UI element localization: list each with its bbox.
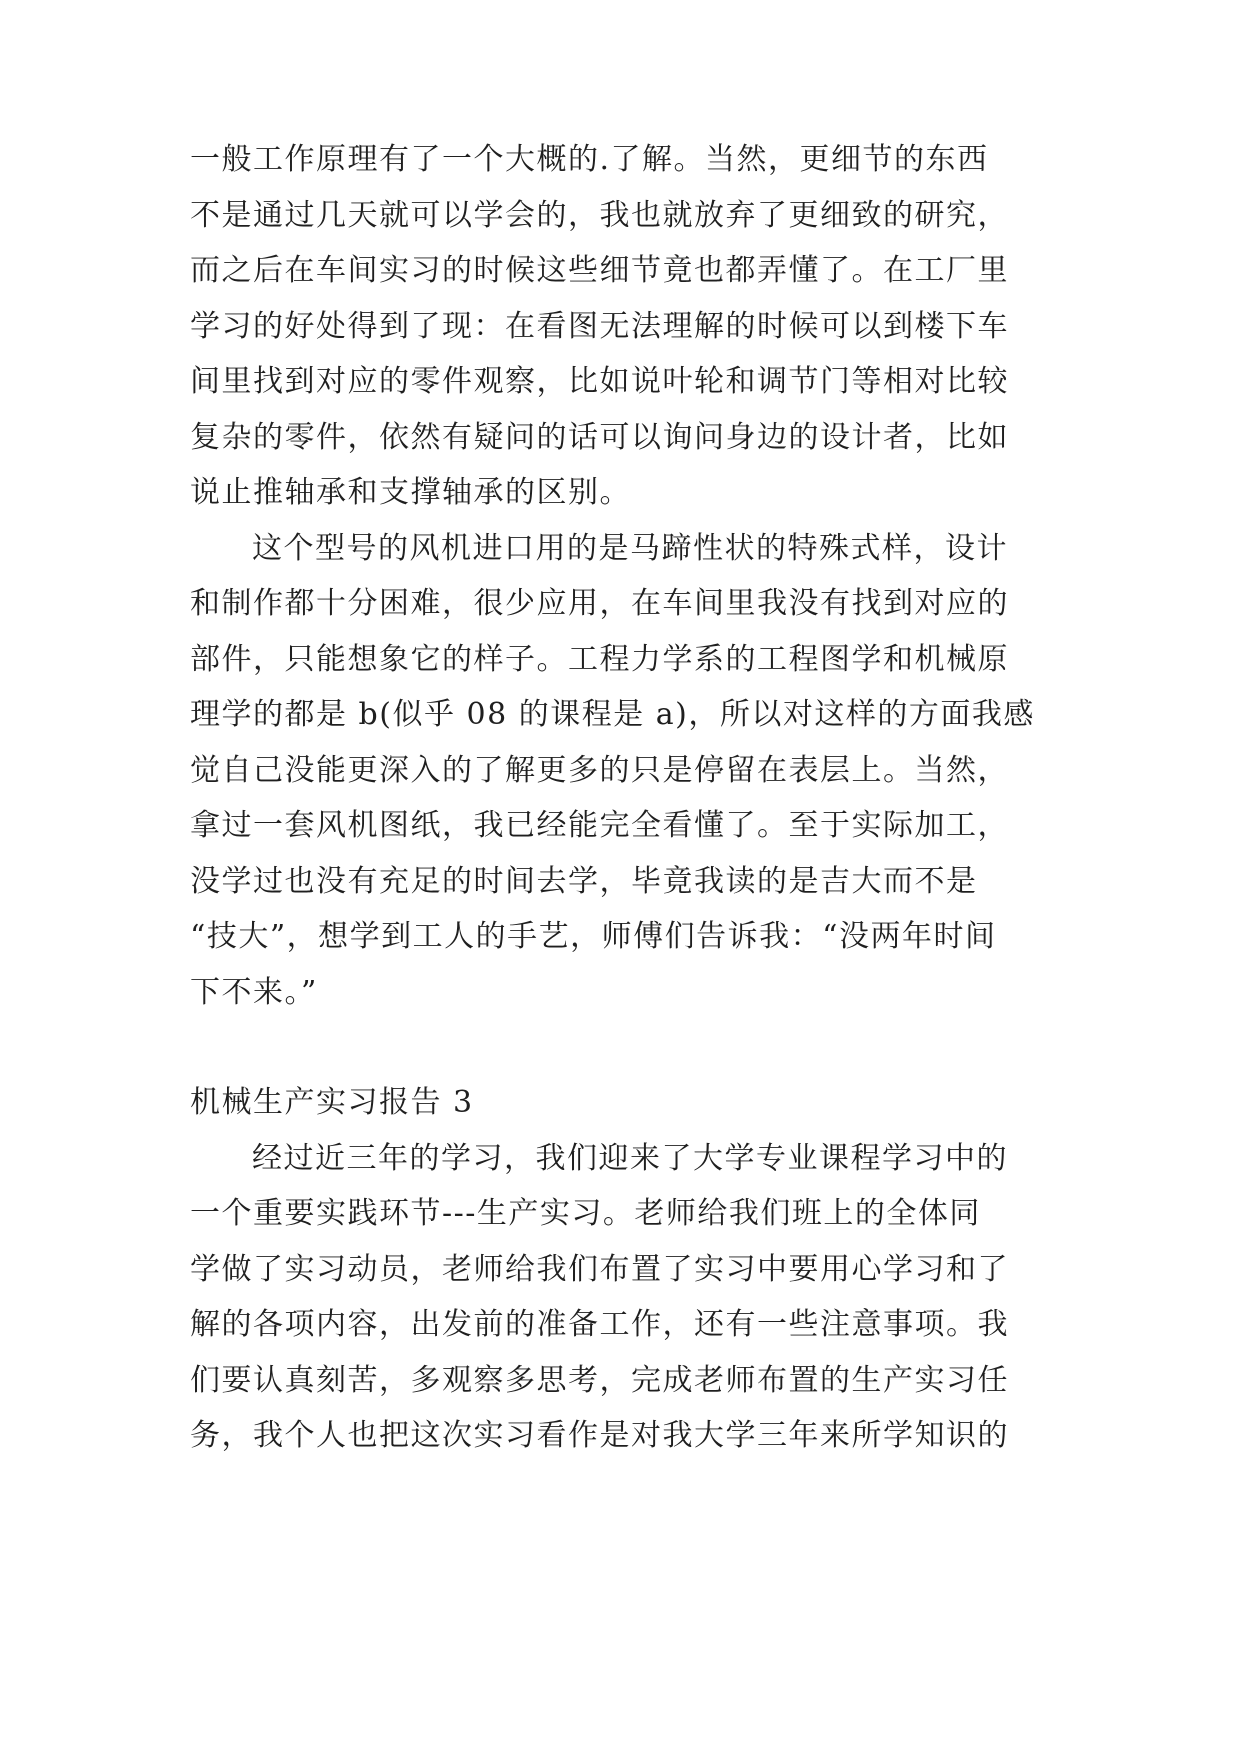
paragraph-3-line-6: 务，我个人也把这次实习看作是对我大学三年来所学知识的 bbox=[190, 1418, 1009, 1453]
paragraph-2-line-8: “技大”，想学到工人的手艺，师傅们告诉我：“没两年时间 bbox=[190, 919, 997, 954]
paragraph-1-line-2: 不是通过几天就可以学会的，我也就放弃了更细致的研究， bbox=[190, 198, 1009, 233]
paragraph-2-line-3: 部件，只能想象它的样子。工程力学系的工程图学和机械原 bbox=[190, 642, 1009, 677]
paragraph-3-line-4: 解的各项内容，出发前的准备工作，还有一些注意事项。我 bbox=[190, 1307, 1009, 1342]
paragraph-3-line-1: 经过近三年的学习，我们迎来了大学专业课程学习中的 bbox=[252, 1141, 1008, 1176]
paragraph-1-line-1: 一般工作原理有了一个大概的.了解。当然，更细节的东西 bbox=[190, 142, 989, 177]
paragraph-1-line-3: 而之后在车间实习的时候这些细节竟也都弄懂了。在工厂里 bbox=[190, 253, 1009, 288]
paragraph-1-line-7: 说止推轴承和支撑轴承的区别。 bbox=[190, 475, 631, 510]
paragraph-2-line-7: 没学过也没有充足的时间去学，毕竟我读的是吉大而不是 bbox=[190, 864, 978, 899]
paragraph-3-line-5: 们要认真刻苦，多观察多思考，完成老师布置的生产实习任 bbox=[190, 1363, 1009, 1398]
paragraph-2-line-5: 觉自己没能更深入的了解更多的只是停留在表层上。当然， bbox=[190, 753, 1009, 788]
section-heading: 机械生产实习报告 3 bbox=[190, 1085, 474, 1120]
paragraph-3-line-2: 一个重要实践环节---生产实习。老师给我们班上的全体同 bbox=[190, 1196, 981, 1231]
paragraph-2-line-2: 和制作都十分困难，很少应用，在车间里我没有找到对应的 bbox=[190, 586, 1009, 621]
paragraph-2-line-1: 这个型号的风机进口用的是马蹄性状的特殊式样，设计 bbox=[252, 531, 1008, 566]
paragraph-2-line-9: 下不来。” bbox=[190, 975, 318, 1010]
paragraph-1-line-5: 间里找到对应的零件观察，比如说叶轮和调节门等相对比较 bbox=[190, 364, 1009, 399]
paragraph-1-line-4: 学习的好处得到了现：在看图无法理解的时候可以到楼下车 bbox=[190, 309, 1009, 344]
paragraph-2-line-4: 理学的都是 b(似乎 08 的课程是 a)，所以对这样的方面我感 bbox=[190, 697, 1035, 732]
paragraph-1-line-6: 复杂的零件，依然有疑问的话可以询问身边的设计者，比如 bbox=[190, 420, 1009, 455]
paragraph-2-line-6: 拿过一套风机图纸，我已经能完全看懂了。至于实际加工， bbox=[190, 808, 1009, 843]
paragraph-3-line-3: 学做了实习动员，老师给我们布置了实习中要用心学习和了 bbox=[190, 1252, 1009, 1287]
